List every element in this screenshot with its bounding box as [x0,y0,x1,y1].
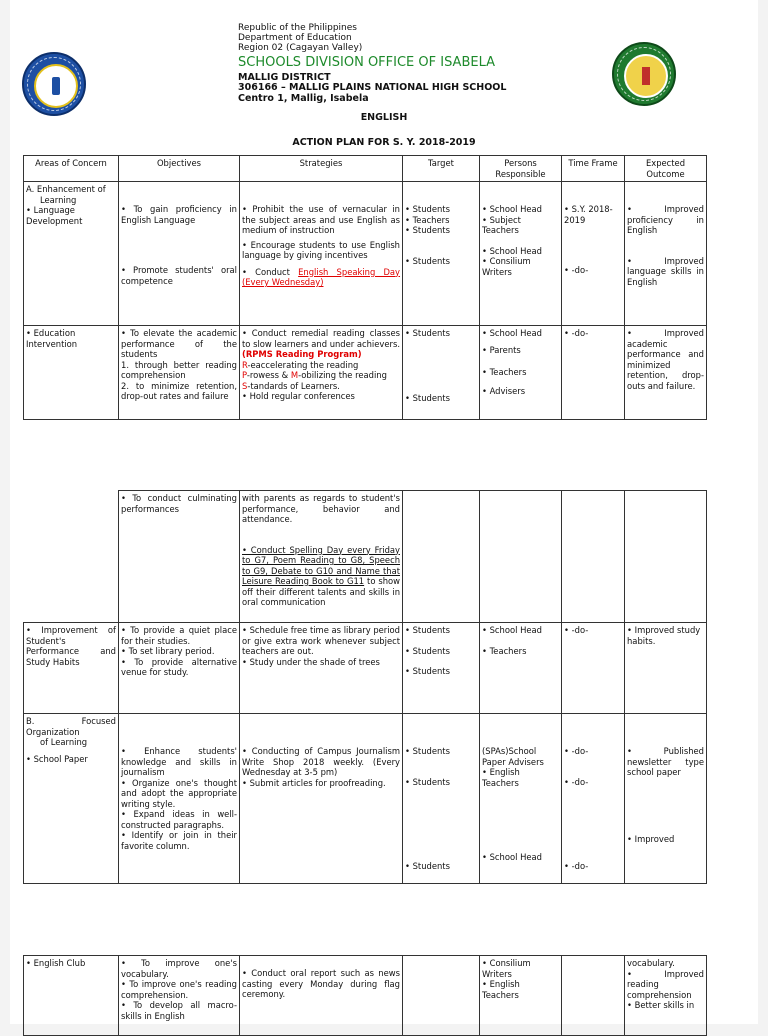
objective-text: • To improve one's vocabulary. [121,958,237,979]
strategy-text: with parents as regards to student's performance, behavior and attendance. [242,493,400,524]
timeframe-text: • -do- [564,265,589,275]
target-text: • Students [405,666,450,676]
objective-text: • To conduct culminating performances [121,493,237,514]
target-text: • Students [405,746,450,756]
outcome-text: • Improved study habits. [627,625,701,646]
target-cell [403,182,480,326]
objective-text: • Enhance students' knowledge and skills in journalism [121,746,237,777]
persons-cell [480,714,562,884]
table-row [24,326,707,420]
strategy-text: • Submit articles for proofreading. [242,777,386,788]
table-row [24,182,707,326]
person-text: • School Head [482,625,542,635]
col-areas-of-concern: Areas of Concern [24,156,119,182]
target-cell [403,714,480,884]
person-text: • Advisers [482,385,526,396]
strategy-text: • Conduct oral report such as news casting every Monday during flag ceremony. [242,968,400,999]
table-row [24,623,707,714]
objective-text: 2. to minimize retention, drop-out rates and failure [121,380,237,401]
outcome-text: • Improved academic performance and minimized retention, drop-outs and failure. [627,328,704,391]
area-text: • Education Intervention [26,328,78,349]
area-text: of Learning [40,737,88,747]
rpms-letter: P [242,370,247,380]
outcome-cell [625,623,707,714]
outcome-text: • Better skills in [627,1000,695,1010]
target-text: • Students [405,392,450,403]
target-text: • Students [405,861,450,871]
timeframe-text: • -do- [564,746,589,756]
persons-cell [480,326,562,420]
area-text: B. Focused Organization [26,716,116,737]
strategy-text: • Conducting of Campus Journalism Write Shop 2018 weekly. (Every Wednesday at 3-5 pm) [242,746,400,777]
strategy-text [242,267,400,288]
target-text: • Students [405,776,450,787]
outcome-text: • Improved [627,833,675,844]
table-header-row [24,156,707,182]
objective-text: • To provide alternative venue for study. [121,656,237,677]
torch-icon [642,67,650,85]
timeframe-text: • -do- [564,625,589,635]
table-row [119,491,707,623]
area-text: • Improvement of Student's Performance and Study Habits [26,625,116,667]
header-region: Region 02 (Cagayan Valley) [238,43,363,53]
strategy-prefix: • Conduct [242,266,299,277]
strategies-cell [240,623,403,714]
header-republic: Republic of the Philippines [238,23,357,33]
strategy-text: • Hold regular conferences [242,391,355,401]
header-school: 306166 – MALLIG PLAINS NATIONAL HIGH SCHOOL [238,82,507,93]
deped-seal-icon [22,52,86,116]
timeframe-cell [562,714,625,884]
rpms-text: -obilizing the reading [298,370,387,380]
objectives-cell [119,491,240,623]
strategy-text [242,545,400,608]
objective-text: • Identify or join in their favorite column. [121,830,237,851]
timeframe-text: • -do- [564,328,589,338]
rpms-line [242,381,400,392]
strategy-text: • Schedule free time as library period or give extra work whenever subject teachers are out. [242,625,400,656]
area-text: Learning [40,194,77,205]
rpms-text: -tandards of Learners. [247,380,340,391]
person-text: • English Teachers [482,979,520,1000]
plan-title: ACTION PLAN FOR S. Y. 2018-2019 [292,137,476,148]
objectives-cell [119,623,240,714]
header-division: SCHOOLS DIVISION OFFICE OF ISABELA [238,55,496,70]
rpms-line [242,360,400,371]
header-department: Department of Education [238,33,352,43]
area-text: • Language Development [26,205,83,226]
col-objectives: Objectives [119,156,240,182]
english-speaking-day-link[interactable]: English Speaking Day (Every Wednesday) [242,266,401,287]
outcome-text: • Improved language skills in English [627,255,704,287]
seal-inner [34,64,78,108]
target-cell [403,491,480,623]
objective-text: • Organize one's thought and adopt the appropriate writing style. [121,777,237,809]
objectives-cell [119,182,240,326]
target-text: • Students [405,204,450,214]
timeframe-text: • S.Y. 2018-2019 [564,204,613,225]
objective-text: • To develop all macro-skills in English [121,1000,237,1021]
strategy-prefix: • Conduct remedial reading classes to slow learners and under achievers. [242,328,400,349]
objective-text: • Expand ideas in well-constructed paragraphs. [121,809,237,830]
target-text: • Teachers [405,214,450,225]
target-text: • Students [405,255,450,266]
person-text: • School Head [482,852,542,862]
target-cell [403,623,480,714]
area-cell [24,182,119,326]
area-text: A. Enhancement of [26,184,106,194]
rpms-text: -rowess & [246,370,291,380]
action-plan-table-2a [118,490,707,623]
strategies-cell [240,182,403,326]
person-text: • Parents [482,344,521,355]
target-text: • Students [405,645,450,656]
objective-text: • To elevate the academic performance of the students [121,328,237,359]
person-text: • Teachers [482,367,527,377]
area-cell [24,714,119,884]
outcome-text: • Improved reading comprehension [627,968,704,1000]
col-expected-outcome: Expected Outcome [625,156,707,182]
rpms-letter: M [290,370,299,380]
strategies-cell [240,714,403,884]
outcome-text: • Published newsletter type school paper [627,746,704,777]
outcome-text: • Improved proficiency in English [627,204,704,235]
col-time-frame: Time Frame [562,156,625,182]
rpms-letter: R [242,359,248,370]
outcome-cell [625,182,707,326]
strategies-cell [240,491,403,623]
action-plan-table-1 [23,155,707,420]
person-text: • Consilium Writers [482,958,531,979]
strategy-text-rest: to show off their different talents and skills in oral communication [242,576,400,607]
persons-cell [480,491,562,623]
target-cell [403,326,480,420]
person-text: (SPAs)School Paper Advisers [482,746,544,767]
action-plan-table-2b [23,622,707,884]
subject-title: ENGLISH [360,112,408,123]
timeframe-text: • -do- [564,776,589,787]
outcome-text: vocabulary. [627,958,675,968]
strategy-text [242,328,400,360]
seal-inner [624,54,668,98]
division-seal-icon [612,42,676,106]
header-district: MALLIG DISTRICT [238,72,331,83]
person-text: • English Teachers [482,767,520,788]
strategy-text: • Encourage students to use English language by giving incentives [242,239,400,260]
strategy-text: • Study under the shade of trees [242,656,380,667]
rpms-program-label: (RPMS Reading Program) [242,349,362,359]
area-text: • English Club [26,958,86,968]
timeframe-text: • -do- [564,861,589,871]
target-text: • Students [405,328,450,338]
persons-cell [480,182,562,326]
persons-cell [480,623,562,714]
person-text: • Consilium Writers [482,256,531,277]
timeframe-cell [562,623,625,714]
objectives-cell [119,326,240,420]
table-row [24,714,707,884]
rpms-line [242,370,400,381]
person-text: • Teachers [482,645,527,656]
rpms-text: -eaccelerating the reading [247,359,359,370]
objective-text: • To gain proficiency in English Language [121,204,237,225]
objective-text: • To set library period. [121,646,215,656]
timeframe-cell [562,326,625,420]
outcome-cell [625,714,707,884]
outcome-cell [625,326,707,420]
outcome-cell [625,491,707,623]
strategy-text: • Prohibit the use of vernacular in the subject areas and use English as medium of instruction [242,204,400,235]
timeframe-cell [562,491,625,623]
strategies-cell [240,326,403,420]
col-persons-responsible: Persons Responsible [480,156,562,182]
objective-text: 1. through better reading comprehension [121,359,237,380]
rpms-letter: S [242,380,248,391]
target-text: • Students [405,625,450,635]
area-text: • School Paper [26,753,88,764]
objective-text: • To improve one's reading comprehension. [121,979,237,1000]
col-strategies: Strategies [240,156,403,182]
header-address: Centro 1, Mallig, Isabela [238,93,369,104]
objectives-cell [119,714,240,884]
person-text: • Subject Teachers [482,214,521,235]
person-text: • School Head [482,245,542,256]
person-text: • School Head [482,204,542,214]
torch-icon [52,77,60,95]
objective-text: • To provide a quiet place for their studies. [121,625,237,646]
area-cell [24,623,119,714]
target-text: • Students [405,225,450,235]
timeframe-cell [562,182,625,326]
col-target: Target [403,156,480,182]
person-text: • School Head [482,328,542,338]
area-cell [24,326,119,420]
spelling-day-link[interactable]: • Conduct Spelling Day every Friday to G7, Poem Reading to G8, Speech to G9, Debate to G10 and Name that Leisure Reading Book to G11 [242,544,400,586]
objective-text: • Promote students' oral competence [121,265,237,286]
